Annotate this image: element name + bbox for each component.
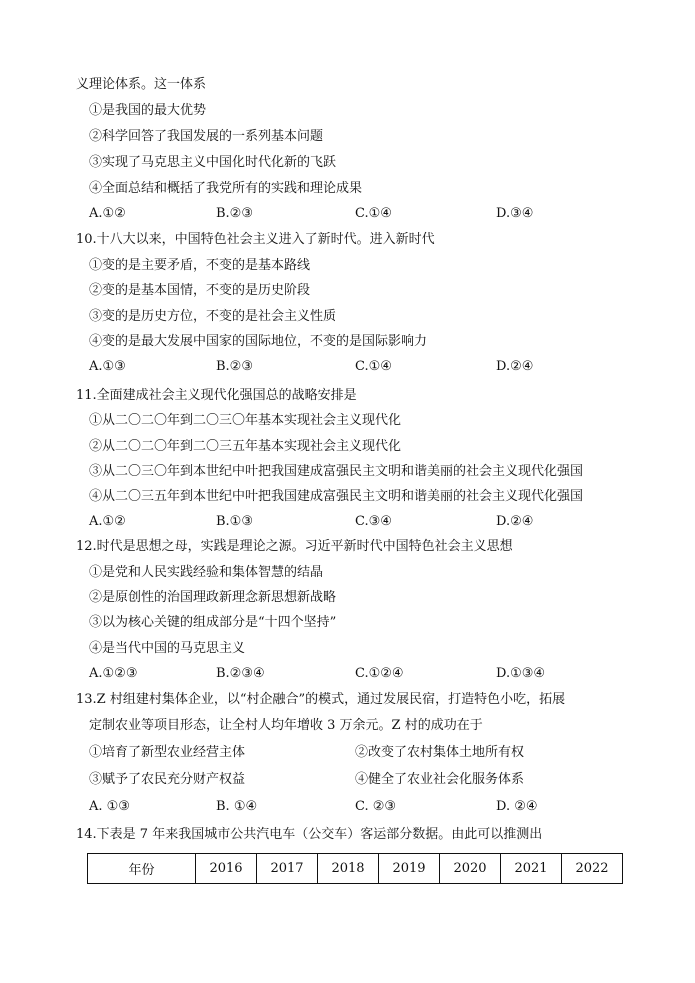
- q12-option-a: A.①②③: [89, 666, 138, 681]
- q13-item-1: ①培育了新型农业经营主体: [89, 745, 246, 760]
- table-cell-year: 2019: [379, 854, 440, 884]
- q14-stem: 14.下表是 7 年来我国城市公共汽电车（公交车）客运部分数据。由此可以推测出: [76, 827, 543, 842]
- q12-option-d: D.①③④: [496, 666, 546, 681]
- table-row: [88, 854, 623, 884]
- q10-option-a: A.①③: [89, 359, 126, 374]
- table-cell-year: 2018: [318, 854, 379, 884]
- q13-stem: 13.Z 村组建村集体企业，以“村企融合”的模式，通过发展民宿，打造特色小吃，拓展: [76, 692, 566, 707]
- q10-option-b: B.②③: [216, 359, 253, 374]
- q14-data-table: [87, 853, 623, 884]
- q9-item-3: ③实现了马克思主义中国化时代化新的飞跃: [89, 155, 337, 170]
- q13-option-a: A. ①③: [89, 799, 130, 814]
- q12-item-2: ②是原创性的治国理政新理念新思想新战略: [89, 590, 337, 605]
- q13-option-b: B. ①④: [216, 799, 258, 814]
- q9-item-4: ④全面总结和概括了我党所有的实践和理论成果: [89, 181, 363, 196]
- q11-item-4: ④从二〇三五年到本世纪中叶把我国建成富强民主文明和谐美丽的社会主义现代化强国: [89, 489, 584, 504]
- q11-option-a: A.①②: [89, 514, 126, 529]
- q11-item-2: ②从二〇二〇年到二〇三五年基本实现社会主义现代化: [89, 439, 402, 454]
- q11-option-c: C.③④: [355, 514, 392, 529]
- q10-option-c: C.①④: [355, 359, 392, 374]
- q12-stem: 12.时代是思想之母，实践是理论之源。习近平新时代中国特色社会主义思想: [76, 539, 513, 554]
- q10-stem: 10.十八大以来，中国特色社会主义进入了新时代。进入新时代: [76, 232, 435, 247]
- table-cell-year: 2016: [196, 854, 257, 884]
- q10-item-2: ②变的是基本国情，不变的是历史阶段: [89, 283, 311, 298]
- q12-option-c: C.①②④: [355, 666, 404, 681]
- q9-item-1: ①是我国的最大优势: [89, 103, 207, 118]
- q12-item-3: ③以为核心关键的组成部分是“十四个坚持”: [89, 615, 337, 630]
- q13-option-c: C. ②③: [355, 799, 397, 814]
- q11-stem: 11.全面建成社会主义现代化强国总的战略安排是: [76, 388, 357, 403]
- table-cell-year: 2020: [440, 854, 501, 884]
- q10-item-3: ③变的是历史方位，不变的是社会主义性质: [89, 309, 337, 324]
- q12-option-b: B.②③④: [216, 666, 265, 681]
- q9-stem-continuation: 义理论体系。这一体系: [76, 77, 207, 92]
- q9-option-b: B.②③: [216, 206, 253, 221]
- q9-item-2: ②科学回答了我国发展的一系列基本问题: [89, 129, 324, 144]
- table-cell-year: 2021: [501, 854, 562, 884]
- q9-option-c: C.①④: [355, 206, 392, 221]
- q11-item-1: ①从二〇二〇年到二〇三〇年基本实现社会主义现代化: [89, 413, 402, 428]
- q13-item-4: ④健全了农业社会化服务体系: [355, 772, 525, 787]
- q13-item-2: ②改变了农村集体土地所有权: [355, 745, 525, 760]
- table-cell-year: 2022: [562, 854, 623, 884]
- q11-option-d: D.②④: [496, 514, 534, 529]
- q10-item-1: ①变的是主要矛盾，不变的是基本路线: [89, 258, 311, 273]
- q13-item-3: ③赋予了农民充分财产权益: [89, 772, 246, 787]
- q13-option-d: D. ②④: [496, 799, 538, 814]
- q9-option-d: D.③④: [496, 206, 534, 221]
- q11-item-3: ③从二〇三〇年到本世纪中叶把我国建成富强民主文明和谐美丽的社会主义现代化强国: [89, 464, 584, 479]
- q12-item-1: ①是党和人民实践经验和集体智慧的结晶: [89, 565, 324, 580]
- q10-option-d: D.②④: [496, 359, 534, 374]
- q9-option-a: A.①②: [89, 206, 126, 221]
- table-header-year: 年份: [88, 854, 196, 884]
- q10-item-4: ④变的是最大发展中国家的国际地位，不变的是国际影响力: [89, 334, 428, 349]
- q13-stem-continuation: 定制农业等项目形态，让全村人均年增收 3 万余元。Z 村的成功在于: [89, 718, 483, 733]
- q12-item-4: ④是当代中国的马克思主义: [89, 641, 246, 656]
- q11-option-b: B.①③: [216, 514, 253, 529]
- table-cell-year: 2017: [257, 854, 318, 884]
